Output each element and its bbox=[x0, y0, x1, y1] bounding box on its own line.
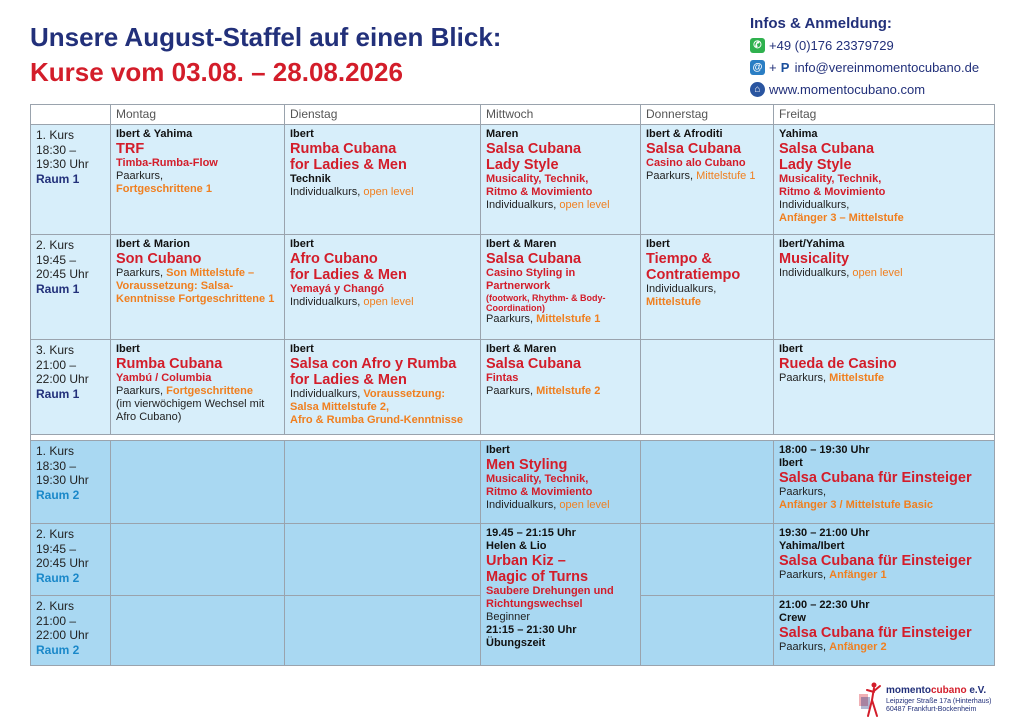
course-type: Paarkurs, bbox=[486, 385, 534, 397]
room-label: Raum 1 bbox=[36, 281, 80, 296]
org-name-part1: momento bbox=[886, 685, 931, 696]
room-label: Raum 2 bbox=[36, 642, 80, 657]
course-time: 18:00 – 19:30 Uhr bbox=[779, 444, 870, 456]
course-cell bbox=[774, 524, 995, 596]
course-type: Paarkurs, bbox=[486, 313, 534, 325]
course-type: Individualkurs, bbox=[779, 267, 850, 279]
course-cell bbox=[481, 524, 641, 666]
course-type: Individualkurs, bbox=[290, 296, 361, 308]
email-icon: @ bbox=[750, 60, 765, 75]
course-subtitle: Timba-Rumba-Flow bbox=[116, 157, 218, 169]
course-subtitle: Fintas bbox=[486, 372, 519, 384]
slot-time: 21:00 – 22:00 Uhr bbox=[36, 613, 89, 642]
table-row bbox=[31, 235, 995, 340]
course-title-line2: Lady Style bbox=[779, 157, 852, 173]
course-level-line3: Afro & Rumba Grund-Kenntnisse bbox=[290, 414, 463, 426]
course-type-level bbox=[290, 296, 475, 309]
course-level: open level bbox=[363, 296, 414, 308]
course-note: (footwork, Rhythm- & Body-Coordination) bbox=[486, 293, 606, 313]
slot-time: 18:30 – 19:30 Uhr bbox=[36, 458, 89, 487]
course-cell bbox=[774, 125, 995, 235]
teacher: Ibert & Maren bbox=[486, 343, 557, 355]
course-level: Fortgeschrittene bbox=[166, 385, 253, 397]
course-level: open level bbox=[559, 499, 610, 511]
course-time: 19.45 – 21:15 Uhr bbox=[486, 527, 576, 539]
course-type: Individualkurs, bbox=[779, 199, 850, 211]
header-row bbox=[31, 105, 995, 125]
table-row bbox=[31, 340, 995, 435]
empty-cell bbox=[285, 524, 481, 596]
slot-label: 2. Kurs bbox=[36, 527, 75, 541]
footer-logo bbox=[858, 680, 1008, 720]
table-row bbox=[31, 441, 995, 524]
teacher: Ibert/Yahima bbox=[779, 238, 845, 250]
room-label: Raum 1 bbox=[36, 386, 80, 401]
room-label: Raum 2 bbox=[36, 570, 80, 585]
table-row bbox=[31, 125, 995, 235]
course-note: (im vierwöchigem Wechsel mit Afro Cubano) bbox=[116, 398, 265, 423]
teacher: Yahima/Ibert bbox=[779, 540, 845, 552]
course-level: Mittelstufe bbox=[646, 296, 701, 308]
day-header-freitag: Freitag bbox=[774, 105, 995, 125]
slot-time: 21:00 – 22:00 Uhr bbox=[36, 357, 89, 386]
page-subtitle: Kurse vom 03.08. – 28.08.2026 bbox=[30, 57, 403, 87]
course-subtitle: Saubere Drehungen und bbox=[486, 585, 614, 597]
course-cell bbox=[111, 125, 285, 235]
course-cell bbox=[111, 340, 285, 435]
course-title-line2: Magic of Turns bbox=[486, 569, 589, 585]
day-header-dienstag: Dienstag bbox=[285, 105, 481, 125]
course-type: Paarkurs, bbox=[779, 486, 827, 498]
course-title-line2: Contratiempo bbox=[646, 267, 741, 283]
course-type-level bbox=[486, 499, 635, 512]
course-level-line2: Salsa Mittelstufe 2, bbox=[290, 401, 390, 413]
teacher: Ibert bbox=[116, 343, 140, 355]
course-subtitle-line2: Ritmo & Movimiento bbox=[779, 186, 886, 198]
slot-label: 1. Kurs bbox=[36, 128, 75, 142]
org-name bbox=[886, 685, 986, 696]
course-level: Son Mittelstufe – Voraussetzung: Salsa-Kenntnisse Fortgeschrittene 1 bbox=[116, 267, 275, 305]
empty-cell bbox=[285, 441, 481, 524]
slot-cell bbox=[31, 340, 111, 435]
course-title: Salsa Cubana für Einsteiger bbox=[779, 470, 972, 486]
course-title: Rumba Cubana bbox=[116, 356, 223, 372]
slot-time: 19:45 – 20:45 Uhr bbox=[36, 541, 89, 570]
course-title-line2: Lady Style bbox=[486, 157, 559, 173]
course-title: Salsa Cubana bbox=[646, 141, 742, 157]
course-cell bbox=[285, 235, 481, 340]
course-level: Mittelstufe bbox=[829, 372, 885, 384]
course-title: Salsa Cubana für Einsteiger bbox=[779, 553, 972, 569]
course-type: Paarkurs, bbox=[116, 267, 164, 279]
email-row bbox=[750, 57, 1020, 78]
course-subtitle: Yambú / Columbia bbox=[116, 372, 212, 384]
course-level: Mittelstufe 1 bbox=[696, 170, 756, 182]
empty-cell bbox=[111, 441, 285, 524]
teacher: Ibert bbox=[290, 128, 314, 140]
course-title: Men Styling bbox=[486, 457, 568, 473]
course-title-line2: for Ladies & Men bbox=[290, 157, 407, 173]
course-subtitle-line2: Richtungswechsel bbox=[486, 598, 583, 610]
course-subtitle: Yemayá y Changó bbox=[290, 283, 385, 295]
day-header-donnerstag: Donnerstag bbox=[641, 105, 774, 125]
course-level: open level bbox=[559, 199, 610, 211]
home-icon: ⌂ bbox=[750, 82, 765, 97]
course-subtitle: Musicality, Technik, bbox=[779, 173, 882, 185]
practice-time: 21:15 – 21:30 Uhr bbox=[486, 624, 577, 636]
contact-info bbox=[750, 14, 1020, 100]
course-subtitle: Musicality, Technik, bbox=[486, 473, 589, 485]
course-level: Voraussetzung: bbox=[363, 388, 446, 400]
course-level: Mittelstufe 1 bbox=[536, 313, 601, 325]
course-level: Beginner bbox=[486, 611, 531, 623]
course-time: 19:30 – 21:00 Uhr bbox=[779, 527, 870, 539]
room-label: Raum 1 bbox=[36, 171, 80, 186]
teacher: Maren bbox=[486, 128, 519, 140]
teacher: Yahima bbox=[779, 128, 818, 140]
empty-cell bbox=[111, 524, 285, 596]
course-cell bbox=[481, 441, 641, 524]
contact-title: Infos & Anmeldung: bbox=[750, 15, 892, 32]
course-level: open level bbox=[363, 186, 414, 198]
course-cell bbox=[481, 125, 641, 235]
course-type: Paarkurs, bbox=[646, 170, 694, 182]
empty-cell bbox=[641, 441, 774, 524]
course-title: Rumba Cubana bbox=[290, 141, 397, 157]
course-cell bbox=[641, 125, 774, 235]
course-title: Salsa Cubana bbox=[486, 251, 582, 267]
page-title: Unsere August-Staffel auf einen Blick: bbox=[30, 22, 502, 52]
slot-label: 2. Kurs bbox=[36, 599, 75, 613]
course-cell bbox=[641, 235, 774, 340]
slot-label: 2. Kurs bbox=[36, 238, 75, 252]
teacher: Helen & Lio bbox=[486, 540, 547, 552]
course-subtitle: Technik bbox=[290, 173, 331, 185]
course-type-level bbox=[646, 170, 768, 183]
course-title-line2: for Ladies & Men bbox=[290, 267, 407, 283]
course-type: Individualkurs, bbox=[486, 199, 557, 211]
paypal-icon: P bbox=[780, 60, 790, 75]
course-type-level bbox=[116, 385, 279, 398]
course-title: Urban Kiz – bbox=[486, 553, 566, 569]
course-type-level bbox=[290, 388, 475, 401]
slot-label: 1. Kurs bbox=[36, 444, 75, 458]
course-type: Paarkurs, bbox=[779, 569, 827, 581]
slot-cell bbox=[31, 235, 111, 340]
whatsapp-icon: ✆ bbox=[750, 38, 765, 53]
course-cell bbox=[285, 125, 481, 235]
course-type-level bbox=[116, 267, 279, 306]
course-level: open level bbox=[852, 267, 903, 279]
course-type-level bbox=[779, 372, 989, 385]
course-level: Anfänger 3 / Mittelstufe Basic bbox=[779, 499, 934, 511]
empty-cell bbox=[285, 596, 481, 666]
course-level: Fortgeschrittene 1 bbox=[116, 183, 212, 195]
slot-cell bbox=[31, 524, 111, 596]
course-type-level bbox=[779, 569, 989, 582]
dancer-logo-icon bbox=[858, 680, 884, 718]
course-type: Individualkurs, bbox=[290, 186, 361, 198]
course-title: Musicality bbox=[779, 251, 850, 267]
teacher: Ibert bbox=[290, 238, 314, 250]
course-type: Paarkurs, bbox=[779, 372, 827, 384]
course-type-level bbox=[486, 313, 635, 326]
course-type: Individualkurs, bbox=[290, 388, 361, 400]
empty-cell bbox=[641, 524, 774, 596]
course-type-level bbox=[779, 267, 989, 280]
course-type: Paarkurs, bbox=[779, 641, 827, 653]
course-subtitle-line2: Ritmo & Movimiento bbox=[486, 486, 593, 498]
website-row bbox=[750, 79, 1020, 100]
slot-cell bbox=[31, 441, 111, 524]
schedule-table bbox=[30, 104, 995, 666]
empty-cell bbox=[111, 596, 285, 666]
website-link[interactable]: www.momentocubano.com bbox=[769, 82, 926, 97]
table-row bbox=[31, 524, 995, 596]
course-type-level bbox=[486, 199, 635, 212]
org-address bbox=[886, 698, 991, 714]
teacher: Ibert bbox=[779, 457, 803, 469]
teacher: Ibert bbox=[486, 444, 510, 456]
plus-sign: + bbox=[769, 60, 777, 75]
phone-row bbox=[750, 35, 1020, 56]
address-line2: 60487 Frankfurt-Bockenheim bbox=[886, 706, 977, 713]
course-type-level bbox=[486, 385, 635, 398]
corner-cell bbox=[31, 105, 111, 125]
day-header-montag: Montag bbox=[111, 105, 285, 125]
course-title: Rueda de Casino bbox=[779, 356, 897, 372]
empty-cell bbox=[641, 596, 774, 666]
course-title: Salsa Cubana bbox=[486, 356, 582, 372]
course-cell bbox=[774, 596, 995, 666]
course-subtitle: Casino alo Cubano bbox=[646, 157, 746, 169]
teacher: Ibert bbox=[646, 238, 670, 250]
course-title-line2: for Ladies & Men bbox=[290, 372, 407, 388]
day-header-mittwoch: Mittwoch bbox=[481, 105, 641, 125]
course-type-level bbox=[779, 641, 989, 654]
slot-label: 3. Kurs bbox=[36, 343, 75, 357]
course-type: Paarkurs, bbox=[116, 385, 164, 397]
course-subtitle-line2: Ritmo & Movimiento bbox=[486, 186, 593, 198]
course-subtitle: Musicality, Technik, bbox=[486, 173, 589, 185]
practice-label: Übungszeit bbox=[486, 637, 546, 649]
course-time: 21:00 – 22:30 Uhr bbox=[779, 599, 870, 611]
room-label: Raum 2 bbox=[36, 487, 80, 502]
course-title: Salsa Cubana bbox=[486, 141, 582, 157]
course-cell bbox=[111, 235, 285, 340]
course-title: TRF bbox=[116, 141, 145, 157]
course-level: Anfänger 2 bbox=[829, 641, 887, 653]
course-cell bbox=[774, 340, 995, 435]
teacher: Crew bbox=[779, 612, 806, 624]
course-type-level bbox=[290, 186, 475, 199]
course-title: Son Cubano bbox=[116, 251, 202, 267]
email-address[interactable]: info@vereinmomentocubano.de bbox=[794, 60, 980, 75]
empty-cell bbox=[641, 340, 774, 435]
course-cell bbox=[481, 340, 641, 435]
slot-time: 19:45 – 20:45 Uhr bbox=[36, 252, 89, 281]
course-level: Anfänger 1 bbox=[829, 569, 887, 581]
course-level: Mittelstufe 2 bbox=[536, 385, 601, 397]
course-subtitle: Casino Styling in bbox=[486, 267, 576, 279]
course-type: Individualkurs, bbox=[646, 283, 717, 295]
course-cell bbox=[774, 235, 995, 340]
org-name-part3: e.V. bbox=[966, 685, 987, 696]
course-title: Salsa Cubana bbox=[779, 141, 875, 157]
course-type: Individualkurs, bbox=[486, 499, 557, 511]
course-title: Salsa con Afro y Rumba bbox=[290, 356, 457, 372]
phone-number[interactable]: +49 (0)176 23379729 bbox=[769, 38, 894, 53]
course-title: Afro Cubano bbox=[290, 251, 378, 267]
org-name-part2: cubano bbox=[931, 685, 967, 696]
teacher: Ibert bbox=[779, 343, 803, 355]
slot-cell bbox=[31, 125, 111, 235]
teacher: Ibert & Yahima bbox=[116, 128, 193, 140]
teacher: Ibert & Maren bbox=[486, 238, 557, 250]
course-level: Anfänger 3 – Mittelstufe bbox=[779, 212, 904, 224]
slot-time: 18:30 – 19:30 Uhr bbox=[36, 142, 89, 171]
course-cell bbox=[481, 235, 641, 340]
course-cell bbox=[774, 441, 995, 524]
course-subtitle-line2: Partnerwork bbox=[486, 280, 551, 292]
course-cell bbox=[285, 340, 481, 435]
address-line1: Leipziger Straße 17a (Hinterhaus) bbox=[886, 698, 992, 705]
teacher: Ibert bbox=[290, 343, 314, 355]
teacher: Ibert & Afroditi bbox=[646, 128, 723, 140]
course-type: Paarkurs, bbox=[116, 170, 164, 182]
course-title: Tiempo & bbox=[646, 251, 712, 267]
teacher: Ibert & Marion bbox=[116, 238, 190, 250]
slot-cell bbox=[31, 596, 111, 666]
course-title: Salsa Cubana für Einsteiger bbox=[779, 625, 972, 641]
